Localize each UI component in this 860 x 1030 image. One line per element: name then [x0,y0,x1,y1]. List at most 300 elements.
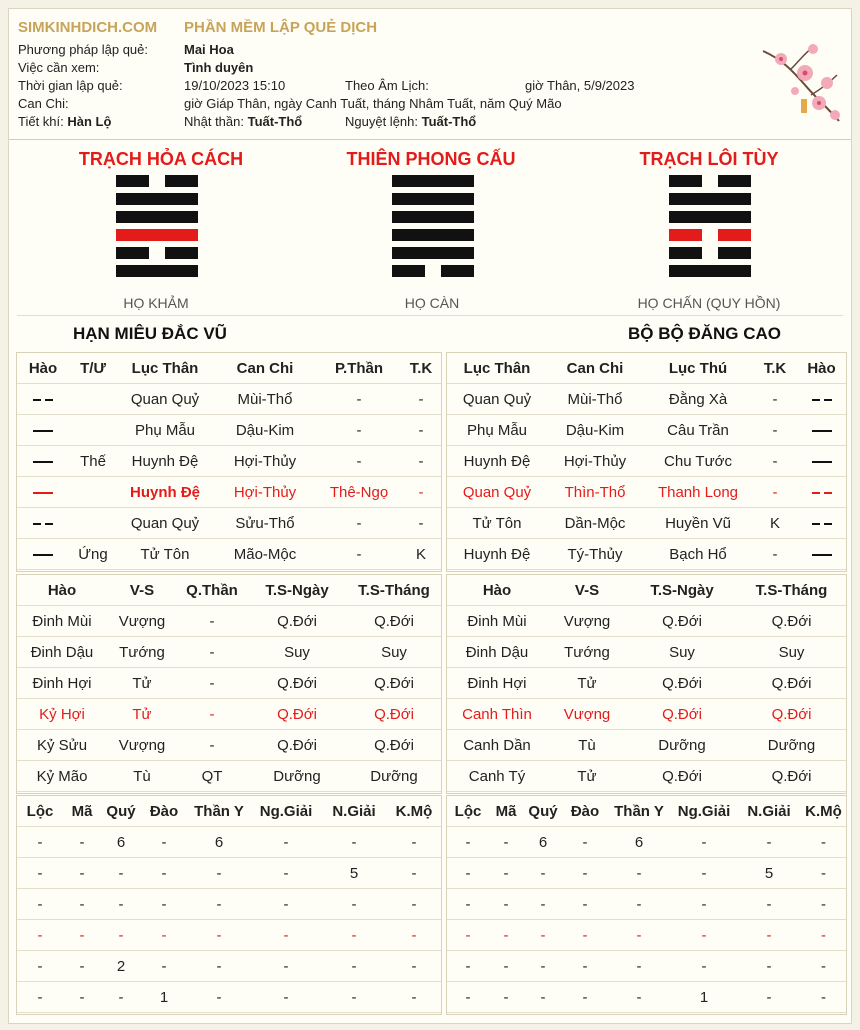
table-cell: Q.Đới [627,668,737,699]
table-cell: - [321,889,387,920]
table-cell: - [563,951,607,982]
column-header: Ng.Giải [251,796,321,827]
table-cell: Đằng Xà [643,384,753,415]
table-cell: - [187,982,251,1013]
nhatthan-value: Tuất-Thổ [247,114,303,129]
table-cell: Huynh Đệ [447,539,547,570]
table-cell: Mùi-Thổ [213,384,317,415]
table-cell: - [801,982,846,1013]
table-cell: - [177,637,247,668]
table-cell: Tử [547,668,627,699]
table-cell: Huyền Vũ [643,508,753,539]
table-row [447,827,846,858]
line-symbol [33,399,53,401]
table-row [447,415,846,446]
table-row [447,446,846,477]
table-row [17,384,441,415]
line-symbol [33,492,53,494]
table-cell: - [607,982,671,1013]
table-cell: - [671,827,737,858]
table-cell: - [387,858,441,889]
table-cell [69,415,117,446]
table-row [17,668,441,699]
table-cell [17,446,69,477]
table-cell: - [321,951,387,982]
table-cell: 5 [737,858,801,889]
table-cell: - [17,982,63,1013]
hexagram-line-yang [392,193,474,205]
table-cell: K [401,539,441,570]
line-symbol [812,523,832,525]
table-cell: - [401,384,441,415]
table-changed-strength [447,575,846,792]
hexagram-changed [669,175,751,283]
table-row [17,477,441,508]
tietkhi-row [18,114,111,129]
table-cell: Q.Đới [347,606,441,637]
table-cell: Canh Dần [447,730,547,761]
table-cell: - [401,508,441,539]
table-cell: - [563,889,607,920]
table-cell: - [801,858,846,889]
table-cell: Dưỡng [247,761,347,792]
table-row [447,477,846,508]
table-row [447,982,846,1013]
column-header: Thần Y [607,796,671,827]
table-cell: - [671,889,737,920]
table-cell: Q.Đới [737,699,846,730]
table-cell: - [753,477,797,508]
table-cell: Tử [547,761,627,792]
table-cell: - [321,982,387,1013]
column-header: T.K [401,353,441,384]
line-symbol [812,399,832,401]
table-cell [797,477,846,508]
table-row [17,508,441,539]
table-cell: Kỷ Sửu [17,730,107,761]
table-cell [17,415,69,446]
table-cell: Vượng [107,606,177,637]
table-cell: - [63,920,101,951]
table-cell: - [801,920,846,951]
table-cell: - [317,508,401,539]
page-frame [8,8,852,1024]
table-cell: - [447,920,489,951]
table-cell: Dưỡng [347,761,441,792]
table-cell: Q.Đới [737,668,846,699]
table-cell: Mùi-Thổ [547,384,643,415]
table-cell: - [489,982,523,1013]
table-cell: - [251,858,321,889]
table-cell: Thìn-Thổ [547,477,643,508]
table-row [447,951,846,982]
hexagram-line-yang [669,211,751,223]
matter-label: Việc cần xem: [18,60,100,75]
table-row [17,889,441,920]
table-cell: - [447,889,489,920]
table-cell: Sửu-Thổ [213,508,317,539]
column-header: Hào [797,353,846,384]
table-cell: Huynh Đệ [117,477,213,508]
table-changed-lines [447,353,846,570]
table-cell: - [141,951,187,982]
table-cell: Phụ Mẫu [117,415,213,446]
table-cell: 6 [523,827,563,858]
table-cell: Quan Quỷ [447,384,547,415]
table-cell: - [737,920,801,951]
hexagram-line-yang [392,229,474,241]
table-cell: Dậu-Kim [213,415,317,446]
table-cell: Huynh Đệ [117,446,213,477]
app-title: PHẦN MỀM LẬP QUẺ DỊCH [184,19,378,36]
table-cell: Q.Đới [247,606,347,637]
header-info [9,9,851,140]
table-cell: - [523,920,563,951]
hexagram-line-yang [392,175,474,187]
table-row [447,858,846,889]
table-cell: - [321,827,387,858]
table-cell: Dưỡng [737,730,846,761]
table-cell: - [317,384,401,415]
table-cell: - [63,827,101,858]
table-row [17,761,441,792]
line-symbol [812,554,832,556]
nguyetlenh-row [345,114,476,129]
table-cell: - [101,982,141,1013]
table-row [447,699,846,730]
table-cell: - [607,858,671,889]
table-cell: Đinh Hợi [447,668,547,699]
hexagram-line-yang [669,265,751,277]
column-header: T.S-Tháng [347,575,441,606]
table-cell: QT [177,761,247,792]
table-row [447,539,846,570]
table-cell: Suy [347,637,441,668]
table-row [447,384,846,415]
column-header: K.Mộ [387,796,441,827]
table-cell: - [321,920,387,951]
table-row [17,446,441,477]
table-cell: - [753,384,797,415]
table-cell: Q.Đới [347,730,441,761]
column-header: P.Thần [317,353,401,384]
poem-left: HẠN MIÊU ĐẮC VŨ [73,324,227,343]
column-header: Hào [17,575,107,606]
hexagram-line-yang [116,229,198,241]
table-cell: Phụ Mẫu [447,415,547,446]
table-cell: - [251,982,321,1013]
table-cell: - [141,858,187,889]
nguyetlenh-value: Tuất-Thổ [421,114,477,129]
hexagram-line-yin [669,247,751,259]
table-cell: - [489,827,523,858]
line-symbol [812,492,832,494]
table-cell: Hợi-Thủy [213,477,317,508]
table-cell: - [563,982,607,1013]
table-cell: - [671,858,737,889]
table-cell [797,508,846,539]
table-cell: - [177,699,247,730]
column-header: Đào [141,796,187,827]
table-cell: - [141,920,187,951]
tietkhi-label: Tiết khí: [18,114,64,129]
table-cell: 6 [187,827,251,858]
table-row [17,637,441,668]
table-row [447,668,846,699]
table-cell: - [737,827,801,858]
table-cell: 1 [141,982,187,1013]
column-header: Can Chi [213,353,317,384]
table-cell: - [251,889,321,920]
table-cell: Tù [547,730,627,761]
table-cell: - [563,920,607,951]
table-cell [69,477,117,508]
table-cell: 6 [101,827,141,858]
table-cell: - [63,982,101,1013]
table-cell: Tử [107,699,177,730]
line-symbol [33,554,53,556]
line-symbol [33,523,53,525]
table-row [17,730,441,761]
table-cell: Canh Thìn [447,699,547,730]
table-cell: - [489,858,523,889]
table-cell: Đinh Dậu [17,637,107,668]
tietkhi-value: Hàn Lộ [67,114,112,129]
table-cell: Suy [737,637,846,668]
table-row [447,889,846,920]
hexagram-divider [17,315,843,316]
line-symbol [33,461,53,463]
table-cell: Đinh Hợi [17,668,107,699]
hexagram-line-yang [116,211,198,223]
table-cell: - [607,920,671,951]
nhatthan-label: Nhật thần: [184,114,244,129]
table-cell: Dậu-Kim [547,415,643,446]
table-cell: - [187,951,251,982]
table-cell: - [523,951,563,982]
column-header: Lộc [447,796,489,827]
hexagram-line-yin [116,175,198,187]
table-cell: - [177,668,247,699]
table-cell: - [141,889,187,920]
table-cell: - [251,951,321,982]
table-row [17,951,441,982]
time-value: 19/10/2023 15:10 [184,78,286,93]
table-cell: - [317,446,401,477]
table-cell: - [563,858,607,889]
nhatthan-row [184,114,302,129]
table-cell: K [753,508,797,539]
table-cell: - [187,889,251,920]
table-cell: Q.Đới [247,668,347,699]
table-cell: Huynh Đệ [447,446,547,477]
nguyetlenh-label: Nguyệt lệnh: [345,114,418,129]
table-main-stars [17,796,441,1013]
hexagram-line-yin [669,175,751,187]
table-cell: - [187,920,251,951]
hexagram-mutual [392,175,474,283]
hexagram-mutual-name: THIÊN PHONG CẤU [346,149,516,169]
table-cell [17,477,69,508]
column-header: Lục Thân [447,353,547,384]
table-cell: - [251,920,321,951]
table-cell: Đinh Mùi [447,606,547,637]
hexagram-line-yin [392,265,474,277]
hexagram-main-name: TRẠCH HỎA CÁCH [78,149,244,169]
matter-value: Tình duyên [184,60,254,75]
table-cell: Q.Đới [737,761,846,792]
table-cell: Q.Đới [627,699,737,730]
method-value: Mai Hoa [184,42,234,57]
line-symbol [812,430,832,432]
canchi-value: giờ Giáp Thân, ngày Canh Tuất, tháng Nhâm Tuất, năm Quý Mão [184,96,562,111]
table-cell: Đinh Mùi [17,606,107,637]
table-cell: Q.Đới [247,699,347,730]
hexagram-main-family: HỌ KHẢM [123,295,189,311]
table-cell: - [177,730,247,761]
table-cell: - [801,889,846,920]
table-cell: - [671,920,737,951]
column-header: V-S [547,575,627,606]
table-cell: - [737,951,801,982]
table-cell: - [17,951,63,982]
table-cell: Tướng [547,637,627,668]
table-cell: - [607,889,671,920]
column-header: Hào [447,575,547,606]
lunar-label: Theo Âm Lịch: [345,78,429,93]
table-cell: Tử Tôn [447,508,547,539]
table-cell: - [801,827,846,858]
table-cell: - [737,889,801,920]
table-cell: - [447,858,489,889]
column-header: N.Giải [321,796,387,827]
table-row [447,920,846,951]
hexagram-mutual-family: HỌ CÀN [404,295,460,311]
table-cell: Tù [107,761,177,792]
table-cell: - [523,982,563,1013]
table-row [17,827,441,858]
table-cell: - [607,951,671,982]
table-cell: - [801,951,846,982]
poem-right: BỘ BỘ ĐĂNG CAO [628,324,781,343]
table-cell: Thanh Long [643,477,753,508]
hexagram-line-yang [392,247,474,259]
table-row [447,606,846,637]
table-cell: - [401,477,441,508]
hexagram-changed-family: HỌ CHẤN (QUY HỒN) [637,295,781,311]
hexagram-line-yin [669,229,751,241]
table-cell: - [177,606,247,637]
table-cell: - [563,827,607,858]
table-cell: - [489,951,523,982]
table-cell: Tử Tôn [117,539,213,570]
column-header: Lộc [17,796,63,827]
table-cell: Q.Đới [347,699,441,730]
table-cell [797,415,846,446]
table-cell: - [17,889,63,920]
hexagram-line-yang [392,211,474,223]
table-cell: - [17,858,63,889]
table-cell: Canh Tý [447,761,547,792]
table-cell: - [101,920,141,951]
time-label: Thời gian lập quẻ: [18,78,123,93]
table-cell [17,508,69,539]
column-header: Mã [63,796,101,827]
table-cell: Vượng [547,699,627,730]
table-cell: - [141,827,187,858]
column-header: Đào [563,796,607,827]
table-cell: Mão-Mộc [213,539,317,570]
table-cell: - [387,920,441,951]
table-row [447,730,846,761]
lunar-value: giờ Thân, 5/9/2023 [525,78,635,93]
table-cell: Ứng [69,539,117,570]
table-cell [797,539,846,570]
column-header: T.S-Ngày [247,575,347,606]
column-header: T.S-Tháng [737,575,846,606]
table-cell [797,384,846,415]
table-cell: - [101,858,141,889]
column-header: Lục Thân [117,353,213,384]
column-header: T.K [753,353,797,384]
hexagram-line-yang [116,193,198,205]
column-header: N.Giải [737,796,801,827]
table-cell: Kỷ Mão [17,761,107,792]
table-cell: - [753,539,797,570]
table-cell: - [401,415,441,446]
table-cell: Q.Đới [247,730,347,761]
table-cell: - [17,920,63,951]
table-cell: - [489,889,523,920]
table-cell: - [63,889,101,920]
table-cell [69,384,117,415]
brand-logo[interactable]: SIMKINHDICH.COM [18,19,158,36]
column-header: Thần Y [187,796,251,827]
table-row [17,920,441,951]
table-cell: - [753,446,797,477]
column-header: Ng.Giải [671,796,737,827]
table-cell: - [317,539,401,570]
table-cell: Q.Đới [627,761,737,792]
table-cell: - [251,827,321,858]
table-cell: Vượng [547,606,627,637]
table-cell: Quan Quỷ [447,477,547,508]
table-cell [17,539,69,570]
table-cell: - [387,827,441,858]
method-label: Phương pháp lập quẻ: [18,42,148,57]
table-row [447,761,846,792]
hexagram-changed-name: TRẠCH LÔI TÙY [639,149,779,169]
hexagram-line-yang [669,193,751,205]
table-row [17,415,441,446]
table-cell: Chu Tước [643,446,753,477]
column-header: Quý [523,796,563,827]
table-cell: Thế [69,446,117,477]
table-cell: Hợi-Thủy [547,446,643,477]
table-row [17,539,441,570]
table-cell: 6 [607,827,671,858]
table-cell: Quan Quỷ [117,384,213,415]
table-cell: - [671,951,737,982]
line-symbol [33,430,53,432]
table-changed-stars [447,796,846,1013]
table-cell: Tý-Thủy [547,539,643,570]
hexagram-main [116,175,198,283]
table-cell: - [387,889,441,920]
table-cell: Tướng [107,637,177,668]
hexagram-line-yin [116,247,198,259]
table-cell: Quan Quỷ [117,508,213,539]
